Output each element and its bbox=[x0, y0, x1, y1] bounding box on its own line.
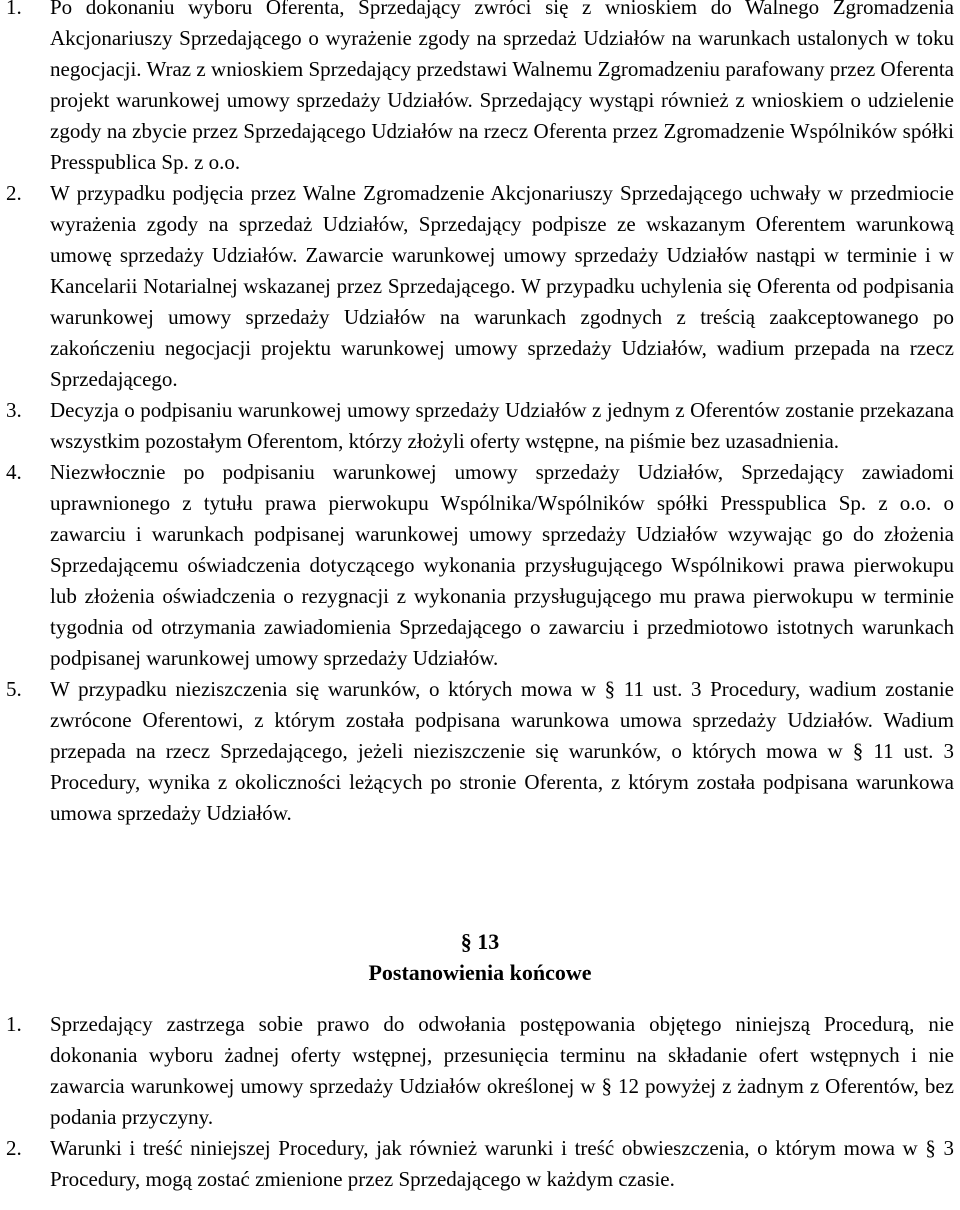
list-item-number: 5. bbox=[6, 677, 22, 701]
list-item-number: 4. bbox=[6, 460, 22, 484]
section-number-heading: § 13 bbox=[460, 929, 500, 954]
list-item-text: Niezwłocznie po podpisaniu warunkowej umowy sprzedaży Udziałów, Sprzedający zawiadomi uprawnionego z tytułu prawa pierwokupu Wspólnika/Wspólników spółki Presspublica Sp. z o.o. o zawarciu i warunkach podpisanej warunkowej umowy sprzedaży Udziałów wzywając go do złożenia Sprzedającemu oświadczenia dotyczącego wykonania przysługującego Wspólnikowi prawa pierwokupu lub złożenia oświadczenia o rezygnacji z wykonania przysługującego mu prawa pierwokupu w terminie tygodnia od otrzymania zawiadomienia Sprzedającego o zawarciu i przedmiotowo istotnych warunkach podpisanej warunkowej umowy sprzedaży Udziałów. bbox=[50, 460, 954, 670]
list-item-text: W przypadku nieziszczenia się warunków, o których mowa w § 11 ust. 3 Procedury, wadium zostanie zwrócone Oferentowi, z którym została podpisana warunkowa umowa sprzedaży Udziałów. Wadium przepada na rzecz Sprzedającego, jeżeli nieziszczenie się warunków, o których mowa w § 11 ust. 3 Procedury, wynika z okoliczności leżących po stronie Oferenta, z którym została podpisana warunkowa umowa sprzedaży Udziałów. bbox=[50, 677, 954, 825]
section-title-heading: Postanowienia końcowe bbox=[368, 960, 592, 985]
list-item-1 bbox=[0, 0, 954, 178]
list-item-number: 3. bbox=[6, 398, 22, 422]
list-item-text: Po dokonaniu wyboru Oferenta, Sprzedający zwróci się z wnioskiem do Walnego Zgromadzenia Akcjonariuszy Sprzedającego o wyrażenie zgody na sprzedaż Udziałów na warunkach ustalonych w toku negocjacji. Wraz z wnioskiem Sprzedający przedstawi Walnemu Zgromadzeniu parafowany przez Oferenta projekt warunkowej umowy sprzedaży Udziałów. Sprzedający wystąpi również z wnioskiem o udzielenie zgody na zbycie przez Sprzedającego Udziałów na rzecz Oferenta przez Zgromadzenie Wspólników spółki Presspublica Sp. z o.o. bbox=[50, 0, 954, 174]
list-item-number: 2. bbox=[6, 181, 22, 205]
list-item-number: 2. bbox=[6, 1136, 22, 1160]
list-item-number: 1. bbox=[6, 1012, 22, 1036]
list-item-text: W przypadku podjęcia przez Walne Zgromadzenie Akcjonariuszy Sprzedającego uchwały w przedmiocie wyrażenia zgody na sprzedaż Udziałów, Sprzedający podpisze ze wskazanym Oferentem warunkową umowę sprzedaży Udziałów. Zawarcie warunkowej umowy sprzedaży Udziałów nastąpi w terminie i w Kancelarii Notarialnej wskazanej przez Sprzedającego. W przypadku uchylenia się Oferenta od podpisania warunkowej umowy sprzedaży Udziałów na warunkach zgodnych z treścią zaakceptowanego po zakończeniu negocjacji projektu warunkowej umowy sprzedaży Udziałów, wadium przepada na rzecz Sprzedającego. bbox=[50, 181, 954, 391]
list-item-text: Sprzedający zastrzega sobie prawo do odwołania postępowania objętego niniejszą Procedurą, nie dokonania wyboru żadnej oferty wstępnej, przesunięcia terminu na składanie ofert wstępnych i nie zawarcia warunkowej umowy sprzedaży Udziałów określonej w § 12 powyżej z żadnym z Oferentów, bez podania przyczyny. bbox=[50, 1012, 954, 1129]
list-item-2 bbox=[0, 178, 954, 395]
final-list-item-1 bbox=[0, 1009, 954, 1133]
list-item-3 bbox=[0, 395, 954, 457]
final-list-item-2 bbox=[0, 1133, 954, 1195]
section-13-list bbox=[0, 1009, 954, 1195]
list-item-text: Decyzja o podpisaniu warunkowej umowy sprzedaży Udziałów z jednym z Oferentów zostanie przekazana wszystkim pozostałym Oferentom, którzy złożyli oferty wstępne, na piśmie bez uzasadnienia. bbox=[50, 398, 954, 453]
list-item-number: 1. bbox=[6, 0, 22, 19]
list-item-4 bbox=[0, 457, 954, 674]
list-item-5 bbox=[0, 674, 954, 829]
list-item-text: Warunki i treść niniejszej Procedury, jak również warunki i treść obwieszczenia, o którym mowa w § 3 Procedury, mogą zostać zmienione przez Sprzedającego w każdym czasie. bbox=[50, 1136, 954, 1191]
